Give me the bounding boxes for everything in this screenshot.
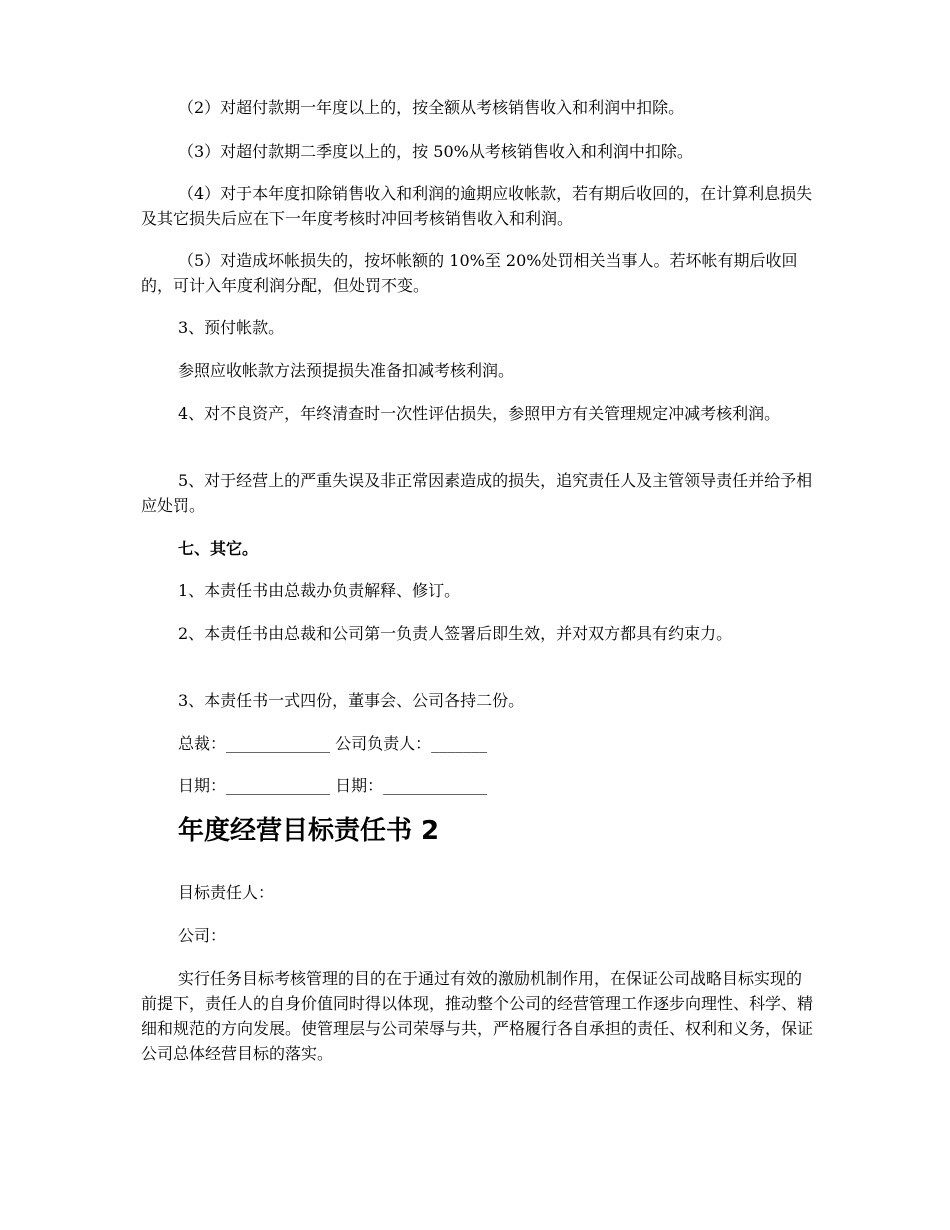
- paragraph-recovered-receivables: （4）对于本年度扣除销售收入和利润的逾期应收帐款，若有期后收回的，在计算利息损失及其它损失后应在下一年度考核时冲回考核销售收入和利润。: [141, 184, 813, 228]
- paragraph-interpretation: 1、本责任书由总裁办负责解释、修订。: [178, 581, 461, 600]
- paragraph-overdue-quarter: （3）对超付款期二季度以上的，按 50%从考核销售收入和利润中扣除。: [178, 142, 693, 161]
- signature-row-dates: 日期：_____________ 日期：_____________: [178, 776, 488, 795]
- paragraph-purpose: 实行任务目标考核管理的目的在于通过有效的激励机制作用，在保证公司战略目标实现的前提下，责任人的自身价值同时得以体现，推动整个公司的经营管理工作逐步向理性、科学、精细和规范的方向发展。使管理层与公司荣辱与共，严格履行各自承担的责任、权利和义务，保证公司总体经营目标的落实。: [141, 969, 814, 1063]
- paragraph-prepayments-method: 参照应收帐款方法预提损失准备扣减考核利润。: [178, 361, 515, 380]
- paragraph-bad-debt: （5）对造成坏帐损失的，按坏帐额的 10%至 20%处罚相关当事人。若坏帐有期后收回的，可计入年度利润分配，但处罚不变。: [141, 251, 798, 295]
- paragraph-prepayments-heading: 3、预付帐款。: [178, 318, 285, 337]
- paragraph-effective: 2、本责任书由总裁和公司第一负责人签署后即生效，并对双方都具有约束力。: [178, 624, 733, 643]
- paragraph-copies: 3、本责任书一式四份，董事会、公司各持二份。: [178, 691, 525, 710]
- company-label: 公司：: [178, 926, 227, 945]
- paragraph-overdue-annual: （2）对超付款期一年度以上的，按全额从考核销售收入和利润中扣除。: [178, 98, 685, 117]
- document-title-2: 年度经营目标责任书 2: [178, 816, 440, 846]
- paragraph-bad-assets: 4、对不良资产，年终清查时一次性评估损失，参照甲方有关管理规定冲减考核利润。: [178, 404, 781, 423]
- paragraph-serious-errors: 5、对于经营上的严重失误及非正常因素造成的损失，追究责任人及主管领导责任并给予相应处罚。: [141, 471, 813, 515]
- signature-row-signers: 总裁：_____________ 公司负责人：_______: [178, 734, 488, 753]
- section-heading-other: 七、其它。: [178, 539, 259, 558]
- target-responsible-person-label: 目标责任人：: [178, 883, 275, 902]
